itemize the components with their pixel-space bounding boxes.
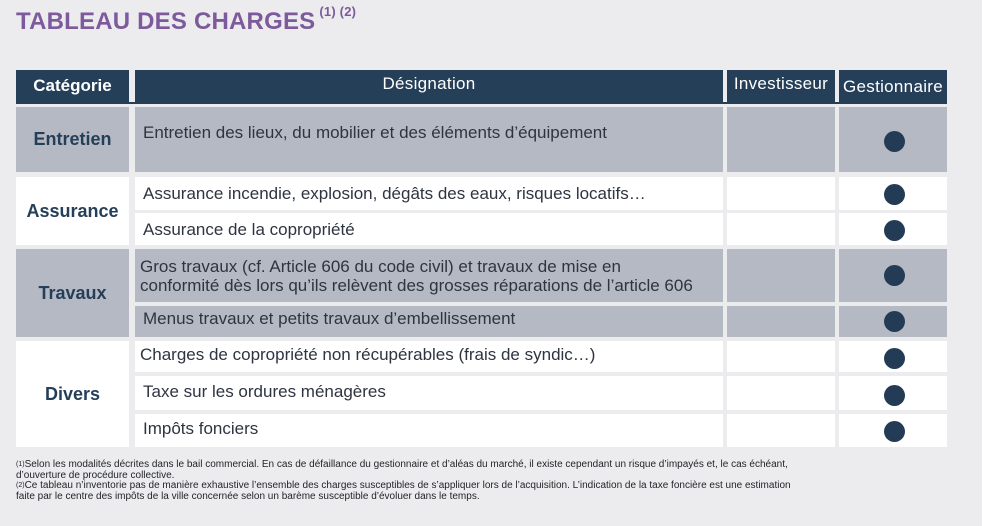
designation-row-8: Impôts fonciers — [135, 414, 723, 447]
category-entretien: Entretien — [16, 107, 129, 172]
filled-dot-icon — [884, 131, 905, 152]
category-assurance: Assurance — [16, 177, 129, 245]
page-margin — [982, 0, 997, 526]
footnote-2-marker: (2) — [16, 482, 25, 489]
filled-dot-icon — [884, 348, 905, 369]
header-investisseur: Investisseur — [727, 70, 835, 102]
designation-row-5: Menus travaux et petits travaux d’embellissement — [135, 306, 723, 337]
footnote-1-line-1: Selon les modalités décrites dans le bail commercial. En cas de défaillance du gestionnaire et d’aléas du marché, il existe cependant un risque d’impayés et, le cas échéant, — [24, 459, 788, 470]
header-designation: Désignation — [135, 70, 723, 102]
designation-row-6: Charges de copropriété non récupérables (frais de syndic…) — [135, 341, 723, 372]
title-footnote-ref: (1) (2) — [319, 4, 357, 19]
gestionnaire-cell-row-6 — [839, 341, 947, 372]
designation-row-7: Taxe sur les ordures ménagères — [135, 376, 723, 410]
designation-row-4-line-1: Gros travaux (cf. Article 606 du code civil) et travaux de mise en — [140, 256, 621, 276]
investisseur-cell-row-4 — [727, 249, 835, 302]
gestionnaire-cell-row-5 — [839, 306, 947, 337]
gestionnaire-cell-row-2 — [839, 177, 947, 210]
filled-dot-icon — [884, 184, 905, 205]
footnote-2-line-1: Ce tableau n’inventorie pas de manière exhaustive l’ensemble des charges susceptibles de s’appliquer lors de l’acquisition. L’indication de la taxe foncière est une estimation — [24, 480, 791, 491]
header-categorie: Catégorie — [16, 70, 129, 102]
filled-dot-icon — [884, 421, 905, 442]
designation-row-3: Assurance de la copropriété — [135, 213, 723, 245]
footnote-1-marker: (1) — [16, 461, 25, 468]
investisseur-cell-row-3 — [727, 213, 835, 245]
filled-dot-icon — [884, 265, 905, 286]
category-divers: Divers — [16, 341, 129, 447]
investisseur-cell-row-8 — [727, 414, 835, 447]
page-title — [16, 4, 357, 36]
title-text: TABLEAU DES CHARGES — [16, 8, 316, 35]
footnote-2-line-2: faite par le centre des impôts de la ville concernée selon un barème susceptible d’évoluer dans le temps. — [16, 490, 480, 502]
investisseur-cell-row-6 — [727, 341, 835, 372]
gestionnaire-cell-row-3 — [839, 213, 947, 245]
header-gestionnaire: Gestionnaire — [839, 70, 947, 102]
investisseur-cell-row-7 — [727, 376, 835, 410]
footnote-1-line-2: d’ouverture de procédure collective. — [16, 469, 175, 481]
filled-dot-icon — [884, 311, 905, 332]
designation-row-4-line-2: conformité dès lors qu’ils relèvent des grosses réparations de l’article 606 — [140, 275, 693, 295]
investisseur-cell-row-2 — [727, 177, 835, 210]
header-underline — [16, 102, 947, 104]
designation-row-4 — [135, 249, 723, 302]
gestionnaire-cell-row-7 — [839, 376, 947, 410]
category-travaux: Travaux — [16, 249, 129, 337]
gestionnaire-cell-row-4 — [839, 249, 947, 302]
filled-dot-icon — [884, 220, 905, 241]
filled-dot-icon — [884, 385, 905, 406]
designation-row-1: Entretien des lieux, du mobilier et des éléments d’équipement — [135, 107, 723, 172]
footnote-1 — [16, 460, 966, 481]
footnote-2 — [16, 481, 966, 502]
footnotes — [16, 460, 966, 502]
designation-row-2: Assurance incendie, explosion, dégâts des eaux, risques locatifs… — [135, 177, 723, 210]
investisseur-cell-row-1 — [727, 107, 835, 172]
investisseur-cell-row-5 — [727, 306, 835, 337]
gestionnaire-cell-row-1 — [839, 107, 947, 172]
gestionnaire-cell-row-8 — [839, 414, 947, 447]
